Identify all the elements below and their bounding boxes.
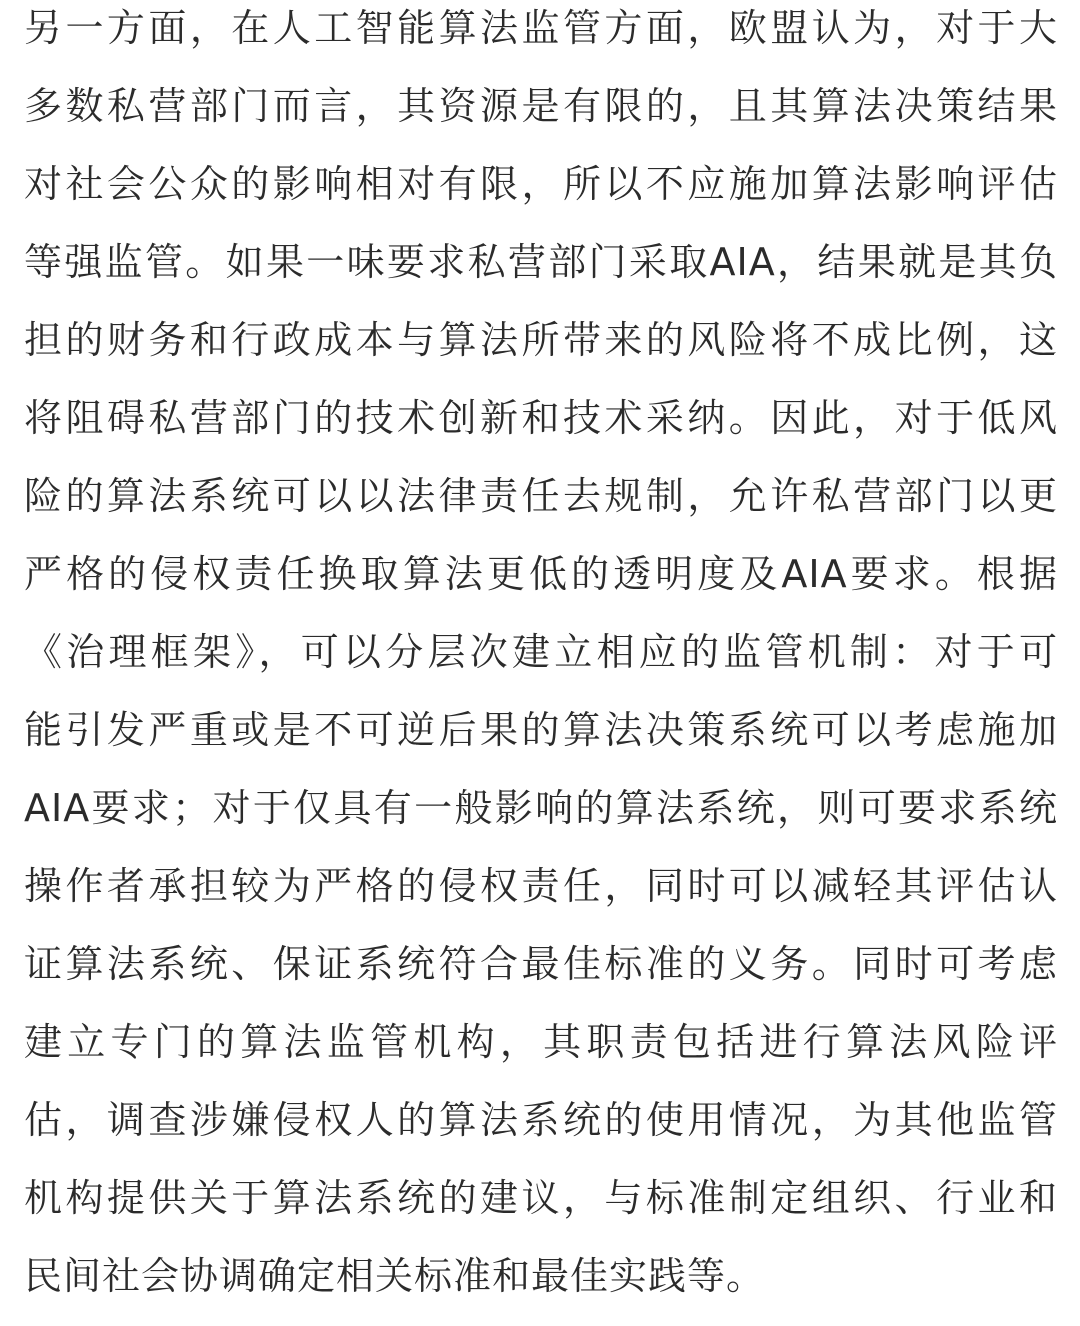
text-line: 机构提供关于算法系统的建议，与标准制定组织、行业和 [24,1176,1058,1220]
text-line: 将阻碍私营部门的技术创新和技术采纳。因此，对于低风 [24,396,1058,440]
text-line: 担的财务和行政成本与算法所带来的风险将不成比例，这 [24,318,1058,362]
text-line: AIA要求；对于仅具有一般影响的算法系统，则可要求系统 [24,786,1058,830]
text-line: 证算法系统、保证系统符合最佳标准的义务。同时可考虑 [24,942,1058,986]
text-line: 多数私营部门而言，其资源是有限的，且其算法决策结果 [24,84,1058,128]
text-line: 另一方面，在人工智能算法监管方面，欧盟认为，对于大 [24,6,1058,50]
text-line: 建立专门的算法监管机构，其职责包括进行算法风险评 [24,1020,1058,1064]
text-line: 操作者承担较为严格的侵权责任，同时可以减轻其评估认 [24,864,1058,908]
text-line: 能引发严重或是不可逆后果的算法决策系统可以考虑施加 [24,708,1058,752]
text-line: 对社会公众的影响相对有限，所以不应施加算法影响评估 [24,162,1058,206]
text-line: 险的算法系统可以以法律责任去规制，允许私营部门以更 [24,474,1058,518]
text-line: 《治理框架》，可以分层次建立相应的监管机制：对于可 [24,630,1058,674]
text-line: 等强监管。如果一味要求私营部门采取AIA，结果就是其负 [24,240,1058,284]
text-line: 民间社会协调确定相关标准和最佳实践等。 [24,1254,766,1298]
text-line: 严格的侵权责任换取算法更低的透明度及AIA要求。根据 [24,552,1058,596]
article-body [24,0,1058,1326]
text-line: 估，调查涉嫌侵权人的算法系统的使用情况，为其他监管 [24,1098,1058,1142]
